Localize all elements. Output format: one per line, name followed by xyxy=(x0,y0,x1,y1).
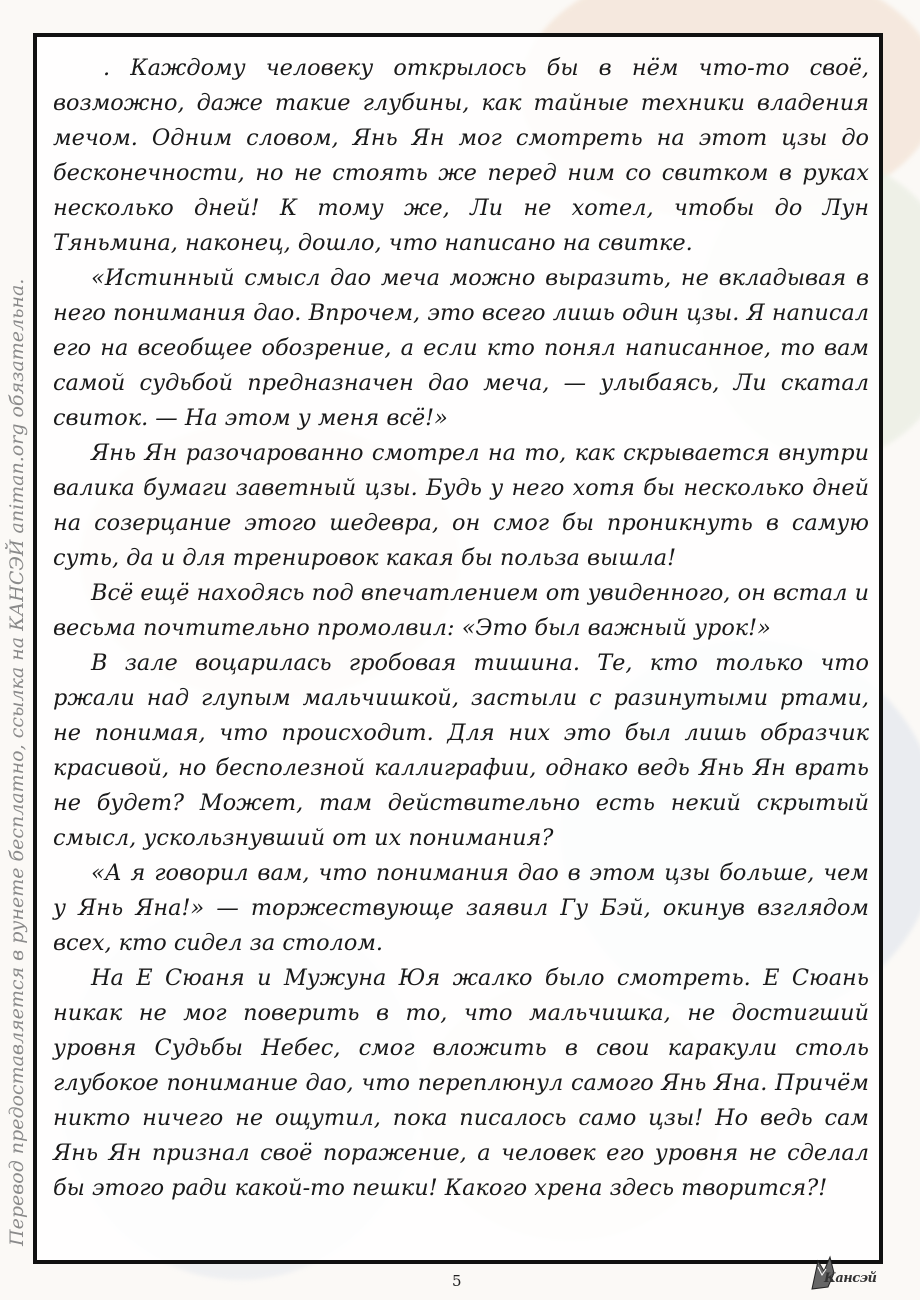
translation-credit-note: Перевод предоставляется в рунете бесплатно, ссылка на КАНСЭЙ animan.org обязательна. xyxy=(6,278,28,1246)
paragraph: . Каждому человеку открылось бы в нём что-то своё, возможно, даже такие глубины, как тайные техники владения мечом. Одним словом, Янь Ян мог смотреть на этот цзы до бесконечности, но не стоять же перед ним со свитком в руках несколько дней! К тому же, Ли не хотел, чтобы до Лун Тяньмина, наконец, дошло, что написано на свитке. xyxy=(53,55,869,256)
logo-text: Кансэй xyxy=(824,1271,877,1286)
paragraph: Янь Ян разочарованно смотрел на то, как скрывается внутри валика бумаги заветный цзы. Будь у него хотя бы несколько дней на созерцание этого шедевра, он смог бы проникнуть в самую суть, да и для тренировок какая бы польза вышла! xyxy=(53,440,869,571)
page-number: 5 xyxy=(452,1272,462,1290)
paragraph: Всё ещё находясь под впечатлением от увиденного, он встал и весьма почтительно промолвил: «Это был важный урок!» xyxy=(53,580,869,641)
kansei-logo xyxy=(808,1253,877,1293)
text-frame xyxy=(33,33,883,1264)
paragraph: На Е Сюаня и Мужуна Юя жалко было смотреть. Е Сюань никак не мог поверить в то, что мальчишка, не достигший уровня Судьбы Небес, смог вложить в свои каракули столь глубокое понимание дао, что переплюнул самого Янь Яна. Причём никто ничего не ощутил, пока писалось само цзы! Но ведь сам Янь Ян признал своё поражение, а человек его уровня не сделал бы этого ради какой-то пешки! Какого хрена здесь творится?! xyxy=(53,965,869,1201)
paragraph: «Истинный смысл дао меча можно выразить, не вкладывая в него понимания дао. Впрочем, это всего лишь один цзы. Я написал его на всеобщее обозрение, а если кто понял написанное, то вам самой судьбой предназначен дао меча, — улыбаясь, Ли скатал свиток. — На этом у меня всё!» xyxy=(53,265,869,431)
paragraph: «А я говорил вам, что понимания дао в этом цзы больше, чем у Янь Яна!» — торжествующе заявил Гу Бэй, окинув взглядом всех, кто сидел за столом. xyxy=(53,860,869,956)
paragraph: В зале воцарилась гробовая тишина. Те, кто только что ржали над глупым мальчишкой, застыли с разинутыми ртами, не понимая, что происходит. Для них это был лишь образчик красивой, но бесполезной каллиграфии, однако ведь Янь Ян врать не будет? Может, там действительно есть некий скрытый смысл, ускользнувший от их понимания? xyxy=(53,650,869,851)
story-text xyxy=(53,51,869,1206)
